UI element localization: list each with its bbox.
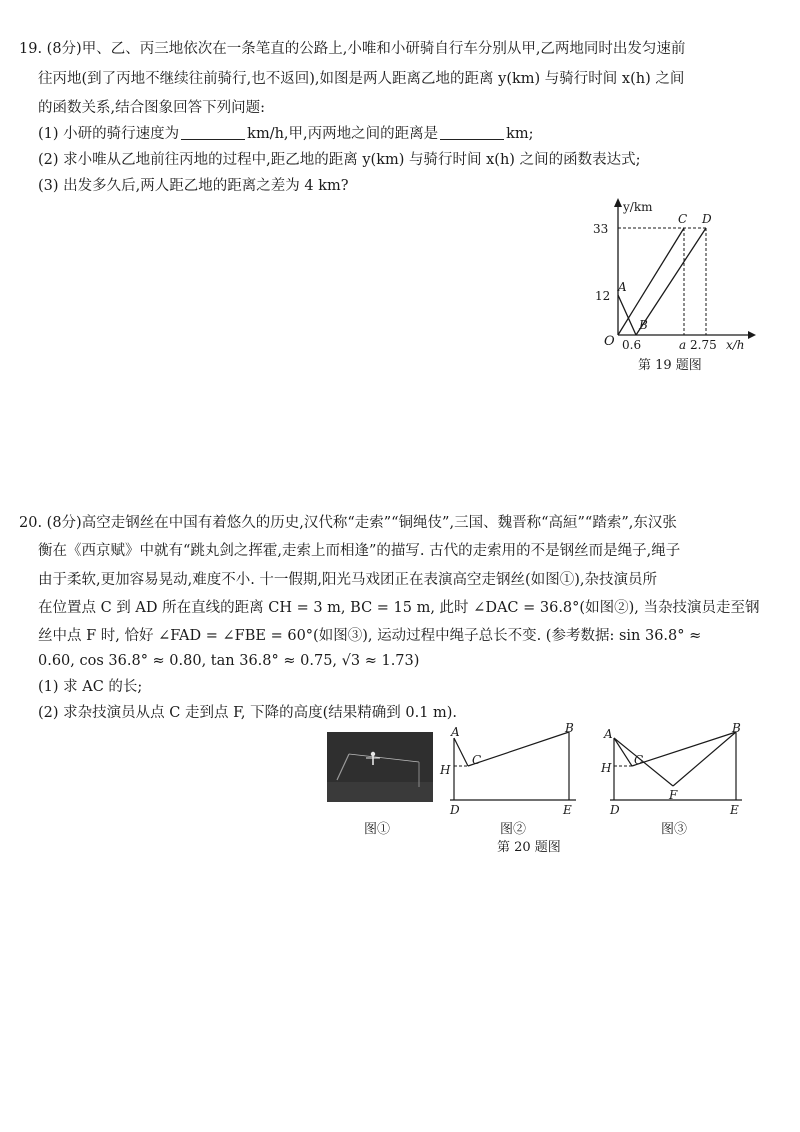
segment-ac: [454, 738, 468, 766]
figure-2-diagram: [436, 722, 586, 818]
q20-line-6: 0.60, cos 36.8° ≈ 0.80, tan 36.8° ≈ 0.75, √3 ≈ 1.73): [38, 653, 420, 669]
fig2-label-a: A: [451, 725, 460, 739]
q19-line-2: 往丙地(到了丙地不继续往前骑行,也不返回),如图是两人距离乙地的距离 y(km) 与骑行时间 x(h) 之间: [38, 71, 685, 87]
point-b-label: B: [639, 318, 648, 332]
y-axis-arrow-icon: [614, 198, 622, 207]
fig2-label-e: E: [563, 803, 572, 817]
y-tick-12: 12: [595, 289, 611, 303]
point-d-label: D: [702, 212, 712, 226]
answer-blank-2[interactable]: [440, 125, 504, 140]
figure-1-caption: 图①: [364, 822, 391, 837]
q19-part-2: (2) 求小唯从乙地前往丙地的过程中,距乙地的距离 y(km) 与骑行时间 x(h) 之间的函数表达式;: [38, 152, 641, 168]
figure-1-photo: [327, 732, 433, 802]
y-axis-label: y/km: [623, 200, 653, 214]
fig3-segment-fb: [673, 732, 736, 786]
fig2-label-b: B: [565, 722, 574, 735]
fig3-segment-af: [614, 738, 673, 786]
x-tick-0-6: 0.6: [622, 338, 642, 352]
q20-line-5: 丝中点 F 时, 恰好 ∠FAD = ∠FBE = 60°(如图③), 运动过程中绳子总长不变. (参考数据: sin 36.8° ≈: [38, 628, 702, 644]
figure-3-diagram: [598, 722, 748, 818]
q20-part-2: (2) 求杂技演员从点 C 走到点 F, 下降的高度(结果精确到 0.1 m).: [38, 705, 458, 721]
x-axis-arrow-icon: [748, 331, 756, 339]
y-tick-33: 33: [593, 222, 609, 236]
q19-graph: [590, 195, 760, 355]
answer-blank-1[interactable]: [181, 125, 245, 140]
q19-caption: 第 19 题图: [638, 358, 702, 373]
q20-part-1: (1) 求 AC 的长;: [38, 679, 143, 695]
q19-part-1: [38, 124, 534, 144]
q20-line-4: 在位置点 C 到 AD 所在直线的距离 CH = 3 m, BC = 15 m, 此时 ∠DAC = 36.8°(如图②), 当杂技演员走至钢: [38, 600, 760, 616]
q19-part-3: (3) 出发多久后,两人距乙地的距离之差为 4 km?: [38, 178, 349, 194]
fig3-segment-ac: [614, 738, 632, 766]
q20-line-3: 由于柔软,更加容易晃动,难度不小. 十一假期,阳光马戏团正在表演高空走钢丝(如图①),杂技演员所: [38, 572, 657, 588]
fig3-label-h: H: [601, 761, 612, 775]
fig3-segment-cb: [632, 732, 736, 766]
x-axis-label: x/h: [726, 338, 745, 352]
x-tick-2-75: 2.75: [690, 338, 717, 352]
fig2-label-h: H: [440, 763, 451, 777]
origin-label: O: [604, 334, 615, 349]
q20-caption: 第 20 题图: [497, 840, 561, 855]
fig2-label-c: C: [472, 753, 482, 767]
q19-part-1-a: (1) 小研的骑行速度为: [38, 126, 180, 142]
q19-part-1-c: km;: [506, 126, 534, 142]
point-c-label: C: [678, 212, 688, 226]
fig3-label-b: B: [732, 722, 741, 735]
line-oc: [618, 228, 684, 335]
fig3-label-f: F: [669, 788, 678, 802]
q19-line-1: 19. (8分)甲、乙、丙三地依次在一条笔直的公路上,小唯和小研骑自行车分别从甲,乙两地同时出发匀速前: [19, 41, 686, 57]
point-a-label: A: [618, 280, 627, 294]
figure-2-caption: 图②: [500, 822, 527, 837]
tightrope-photo-icon: [327, 732, 433, 802]
fig3-label-a: A: [604, 727, 613, 741]
fig2-label-d: D: [450, 803, 460, 817]
figure-3-caption: 图③: [661, 822, 688, 837]
q20-line-2: 衡在《西京赋》中就有“跳丸剑之挥霍,走索上而相逢”的描写. 古代的走索用的不是钢丝而是绳子,绳子: [38, 543, 681, 559]
q19-line-3: 的函数关系,结合图象回答下列问题:: [38, 100, 265, 116]
x-tick-a: a: [679, 338, 687, 352]
fig3-label-d: D: [610, 803, 620, 817]
q20-line-1: 20. (8分)高空走钢丝在中国有着悠久的历史,汉代称“走索”“铜绳伎”,三国、魏晋称“高絙”“踏索”,东汉张: [19, 515, 677, 531]
line-ab: [618, 295, 636, 335]
fig3-label-c: C: [634, 753, 644, 767]
q19-part-1-b: km/h,甲,丙两地之间的距离是: [247, 126, 439, 142]
segment-cb: [468, 732, 569, 766]
fig3-label-e: E: [730, 803, 739, 817]
